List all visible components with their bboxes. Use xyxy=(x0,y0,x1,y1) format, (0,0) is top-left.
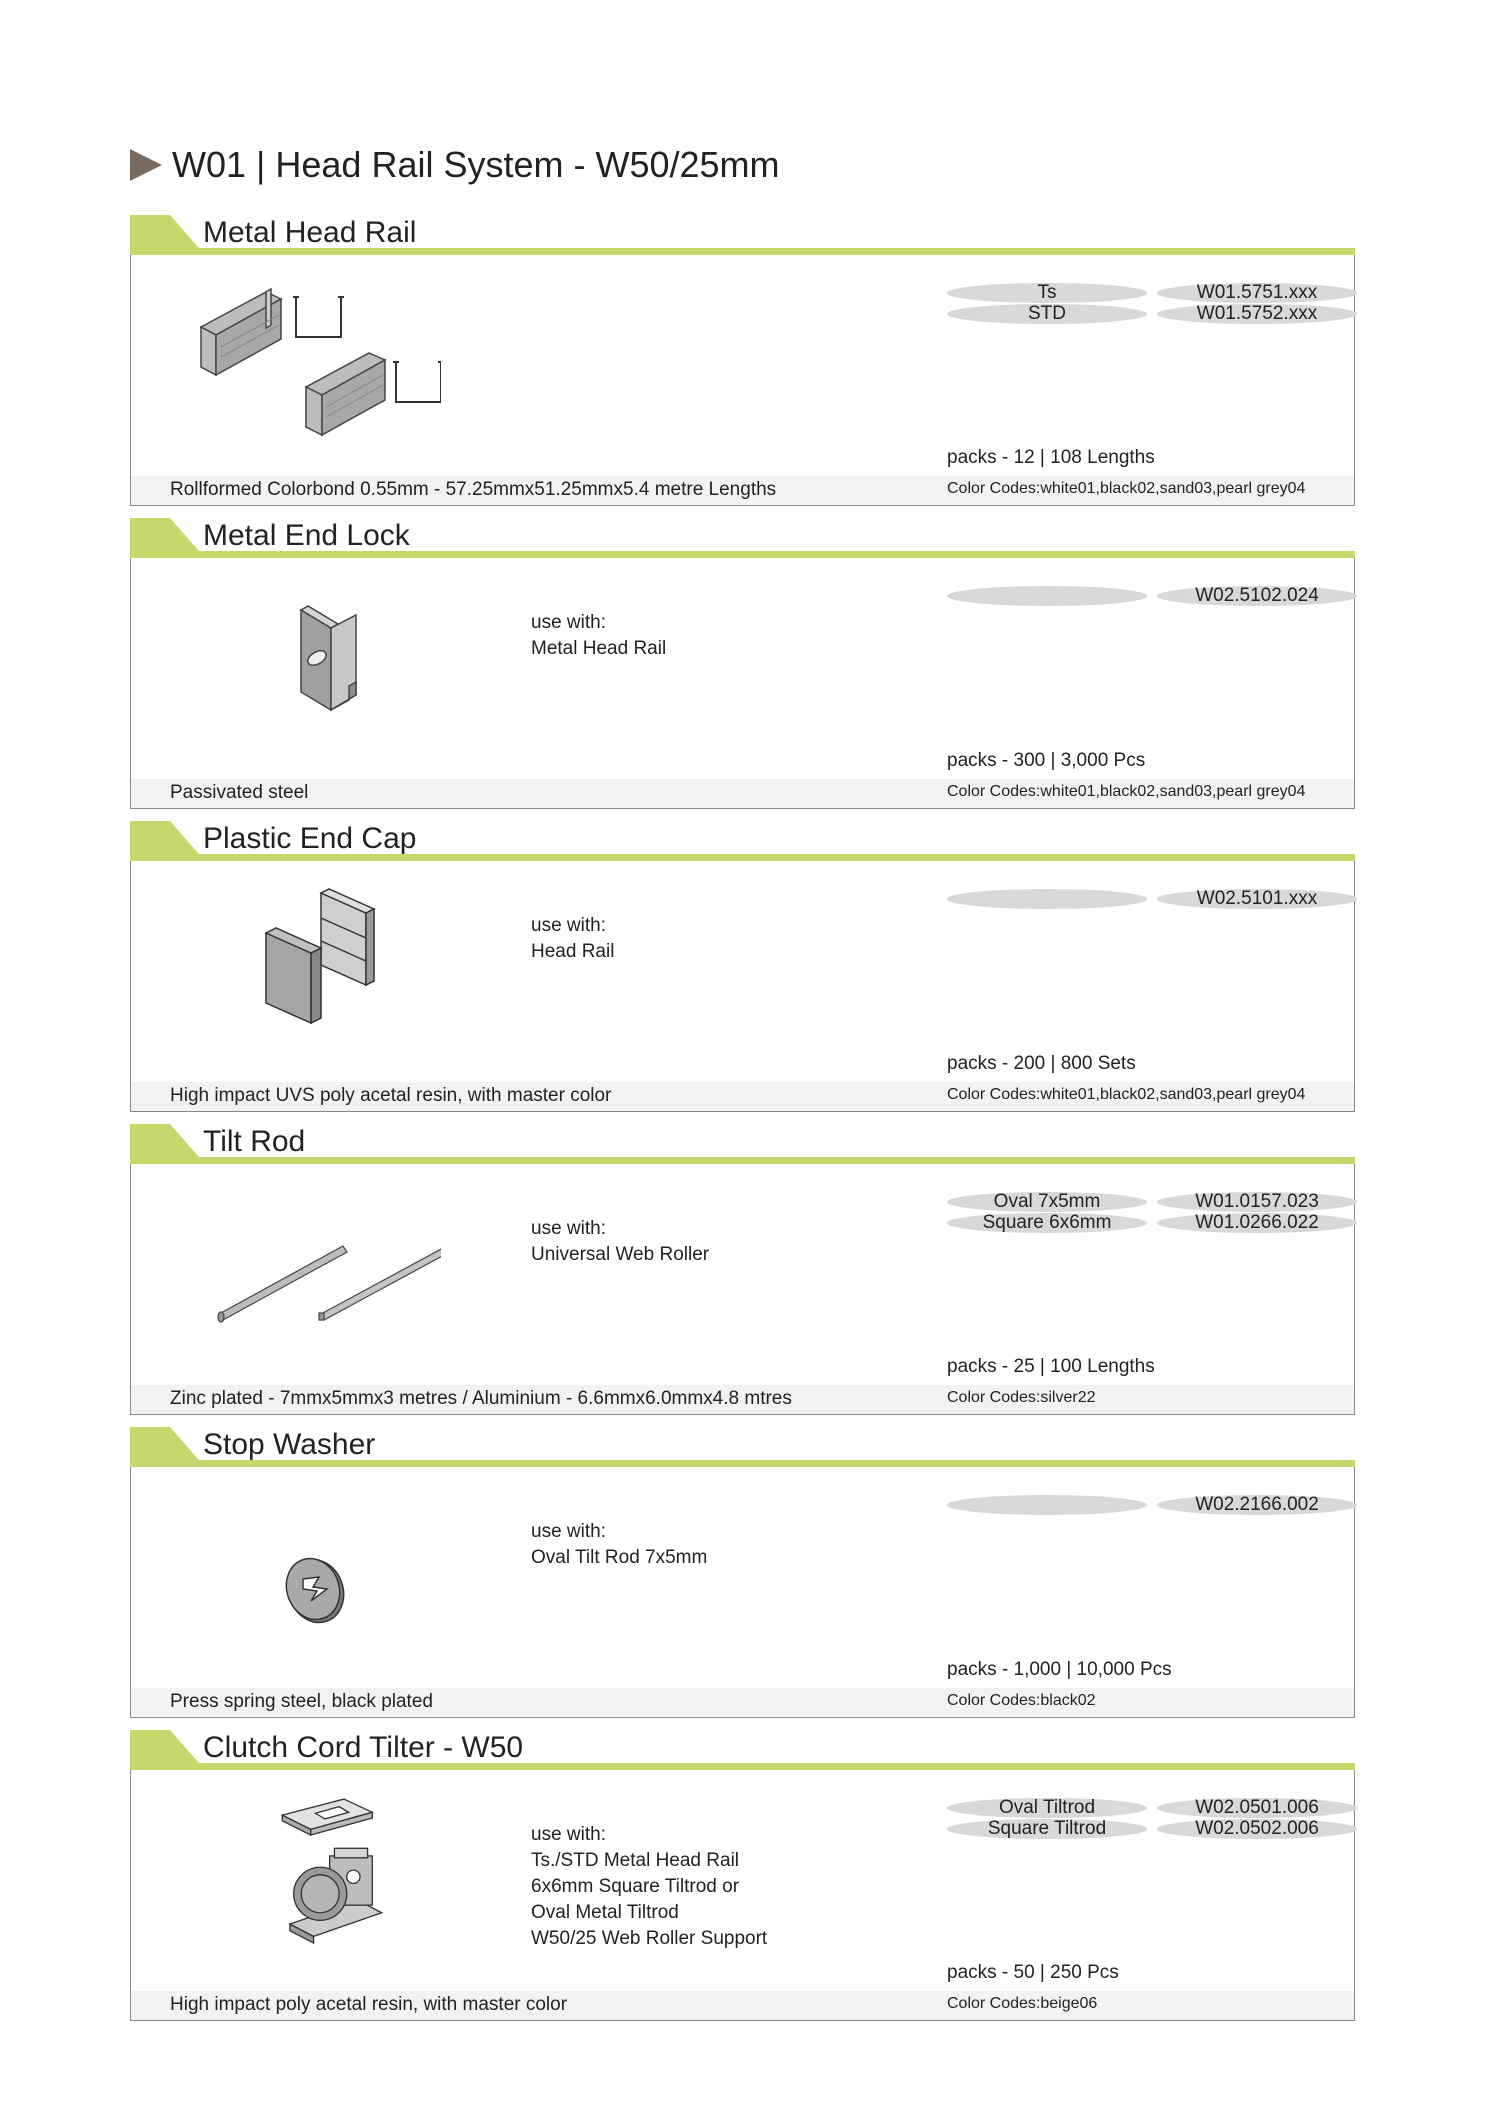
use-with-line: Head Rail xyxy=(531,941,615,962)
section-title: Stop Washer xyxy=(203,1428,376,1461)
section-box xyxy=(130,1467,1355,1718)
code-row xyxy=(947,1798,1352,1819)
section-tilt-rod xyxy=(130,1124,1355,1421)
section-clutch-cord-tilter xyxy=(130,1730,1355,2027)
section-title: Metal Head Rail xyxy=(203,216,417,249)
section-box xyxy=(130,861,1355,1112)
code-pill: W02.2166.002 xyxy=(1157,1495,1357,1515)
section-title: Plastic End Cap xyxy=(203,822,417,855)
head-rail-illustration xyxy=(171,267,441,447)
code-row xyxy=(947,1819,1352,1840)
tilt-rod-illustration xyxy=(171,1176,441,1356)
variant-pill: Square 6x6mm xyxy=(947,1213,1147,1233)
packs-text: packs - 200 | 800 Sets xyxy=(947,1053,1136,1074)
material-text: High impact poly acetal resin, with master color xyxy=(170,1994,568,2015)
code-pill: W01.0157.023 xyxy=(1157,1192,1357,1212)
code-list xyxy=(947,283,1352,325)
variant-pill: STD xyxy=(947,304,1147,324)
variant-pill xyxy=(947,889,1147,909)
end-cap-illustration xyxy=(171,873,441,1053)
material-text: Rollformed Colorbond 0.55mm - 57.25mmx51.25mmx5.4 metre Lengths xyxy=(170,479,777,500)
code-list xyxy=(947,1192,1352,1234)
code-pill: W01.0266.022 xyxy=(1157,1213,1357,1233)
section-box xyxy=(130,1770,1355,2021)
triangle-arrow-icon xyxy=(130,149,162,181)
section-footer xyxy=(131,1688,1354,1717)
color-codes: Color Codes:white01,black02,sand03,pearl grey04 xyxy=(947,480,1306,497)
section-footer xyxy=(131,779,1354,808)
code-row xyxy=(947,586,1352,607)
section-footer xyxy=(131,1385,1354,1414)
section-title: Clutch Cord Tilter - W50 xyxy=(203,1731,524,1764)
page-header xyxy=(130,140,780,190)
use-with-line: 6x6mm Square Tiltrod or xyxy=(531,1876,740,1897)
clutch-tilter-illustration xyxy=(171,1782,441,1962)
section-title: Tilt Rod xyxy=(203,1125,306,1158)
use-with-list xyxy=(531,610,666,662)
code-row xyxy=(947,1192,1352,1213)
color-codes: Color Codes:white01,black02,sand03,pearl grey04 xyxy=(947,1086,1306,1103)
use-with-line: use with: xyxy=(531,1521,606,1542)
section-header xyxy=(130,1427,1355,1467)
material-text: High impact UVS poly acetal resin, with master color xyxy=(170,1085,612,1106)
material-text: Press spring steel, black plated xyxy=(170,1691,433,1712)
use-with-line: use with: xyxy=(531,612,606,633)
section-header xyxy=(130,1730,1355,1770)
page-title: W01 | Head Rail System - W50/25mm xyxy=(172,144,780,185)
use-with-list xyxy=(531,913,614,965)
end-lock-illustration xyxy=(171,570,441,750)
use-with-line: Universal Web Roller xyxy=(531,1244,710,1265)
material-text: Passivated steel xyxy=(170,782,309,803)
use-with-line: use with: xyxy=(531,1824,606,1845)
use-with-list xyxy=(531,1822,767,1952)
code-pill: W01.5751.xxx xyxy=(1157,283,1357,303)
section-metal-end-lock xyxy=(130,518,1355,815)
code-pill: W02.0501.006 xyxy=(1157,1798,1357,1818)
use-with-line: W50/25 Web Roller Support xyxy=(531,1928,768,1949)
packs-text: packs - 25 | 100 Lengths xyxy=(947,1356,1155,1377)
code-list xyxy=(947,1798,1352,1840)
code-row xyxy=(947,1495,1352,1516)
code-pill: W02.0502.006 xyxy=(1157,1819,1357,1839)
packs-text: packs - 50 | 250 Pcs xyxy=(947,1962,1119,1983)
section-header xyxy=(130,821,1355,861)
section-box xyxy=(130,255,1355,506)
code-row xyxy=(947,304,1352,325)
variant-pill: Ts xyxy=(947,283,1147,303)
section-footer xyxy=(131,1082,1354,1111)
code-pill: W02.5101.xxx xyxy=(1157,889,1357,909)
code-list xyxy=(947,1495,1352,1516)
color-codes: Color Codes:beige06 xyxy=(947,1995,1098,2012)
section-title: Metal End Lock xyxy=(203,519,410,552)
section-stop-washer xyxy=(130,1427,1355,1724)
section-header xyxy=(130,1124,1355,1164)
code-row xyxy=(947,1213,1352,1234)
packs-text: packs - 300 | 3,000 Pcs xyxy=(947,750,1146,771)
use-with-list xyxy=(531,1519,707,1571)
code-pill: W01.5752.xxx xyxy=(1157,304,1357,324)
use-with-line: Oval Tilt Rod 7x5mm xyxy=(531,1547,708,1568)
code-list xyxy=(947,889,1352,910)
code-row xyxy=(947,889,1352,910)
use-with-line: Metal Head Rail xyxy=(531,638,667,659)
use-with-line: use with: xyxy=(531,1218,606,1239)
code-row xyxy=(947,283,1352,304)
packs-text: packs - 12 | 108 Lengths xyxy=(947,447,1155,468)
color-codes: Color Codes:white01,black02,sand03,pearl grey04 xyxy=(947,783,1306,800)
color-codes: Color Codes:silver22 xyxy=(947,1389,1096,1406)
stop-washer-illustration xyxy=(171,1479,441,1659)
variant-pill xyxy=(947,1495,1147,1515)
section-box xyxy=(130,558,1355,809)
color-codes: Color Codes:black02 xyxy=(947,1692,1096,1709)
variant-pill: Oval Tiltrod xyxy=(947,1798,1147,1818)
material-text: Zinc plated - 7mmx5mmx3 metres / Aluminium - 6.6mmx6.0mmx4.8 mtres xyxy=(170,1388,792,1409)
variant-pill: Square Tiltrod xyxy=(947,1819,1147,1839)
section-footer xyxy=(131,1991,1354,2020)
variant-pill: Oval 7x5mm xyxy=(947,1192,1147,1212)
section-footer xyxy=(131,476,1354,505)
use-with-line: Oval Metal Tiltrod xyxy=(531,1902,679,1923)
section-header xyxy=(130,215,1355,255)
section-box xyxy=(130,1164,1355,1415)
code-list xyxy=(947,586,1352,607)
packs-text: packs - 1,000 | 10,000 Pcs xyxy=(947,1659,1172,1680)
code-pill: W02.5102.024 xyxy=(1157,586,1357,606)
green-divider xyxy=(130,1157,1355,1164)
use-with-list xyxy=(531,1216,709,1268)
section-metal-head-rail xyxy=(130,215,1355,512)
variant-pill xyxy=(947,586,1147,606)
section-plastic-end-cap xyxy=(130,821,1355,1118)
use-with-line: Ts./STD Metal Head Rail xyxy=(531,1850,740,1871)
section-header xyxy=(130,518,1355,558)
use-with-line: use with: xyxy=(531,915,606,936)
